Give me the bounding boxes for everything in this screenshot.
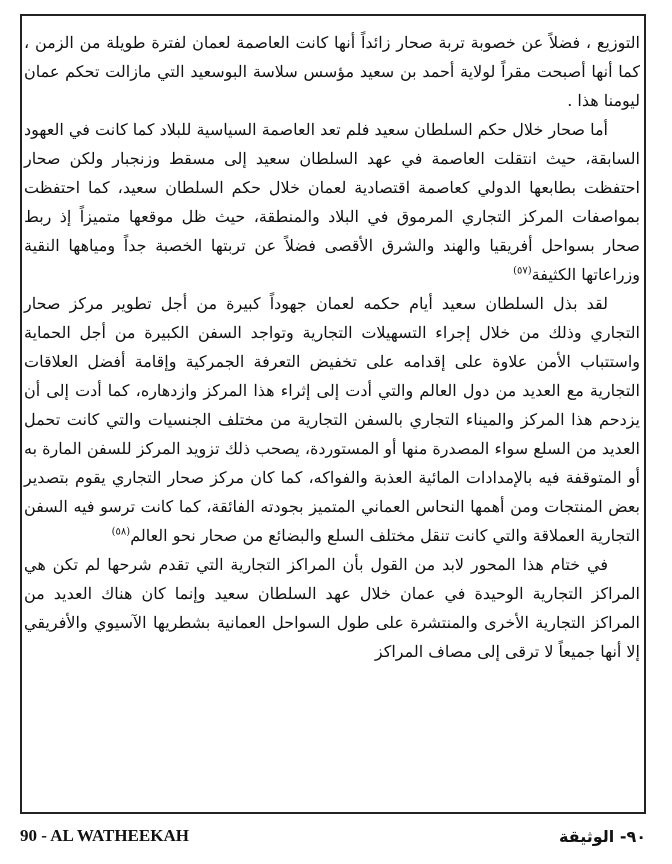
body-text [24,28,640,666]
paragraph-text: التوزيع ، فضلاً عن خصوبة تربة صحار زائداً أنها كانت العاصمة لعمان لفترة طويلة من الزمن ، كما أنها أصبحت مقراً لولاية أحمد بن سعيد مؤسس سلاسة البوسعيد التي مازالت تحكم عمان ليومنا هذا . [24,33,640,110]
footer-page-number-arabic: ٩٠- الوثيقة [558,826,646,846]
paragraph [24,550,640,666]
page-footer [20,822,646,850]
paragraph-text: أما صحار خلال حكم السلطان سعيد فلم تعد العاصمة السياسية للبلاد كما كانت في العهود السابقة، حيث انتقلت العاصمة في عهد السلطان سعيد إلى مسقط وزنجبار ولكن صحار احتفظت بطابعها الدولي كعاصمة اقتصادية لعمان خلال حكم السلطان سعيد، كما احتفظت بمواصفات المركز التجاري المرموق في البلاد والمنطقة، حيث ظل موقعها متميزاً إذ ربط صحار بسواحل أفريقيا والهند والشرق الأقصى فضلاً عن تربتها الخصبة جداً ومياهها النقية وزراعاتها الكثيفة [24,120,640,284]
footnote-ref: (٥٧) [513,265,532,277]
paragraph [24,28,640,115]
paragraph [24,289,640,550]
paragraph-text: لقد بذل السلطان سعيد أيام حكمه لعمان جهوداً كبيرة من أجل تطوير مركز صحار التجاري وذلك من خلال إجراء التسهيلات التجارية وتواجد السفن الكبيرة من أجل الحماية واستتباب الأمن علاوة على إقدامه على تخفيض التعرفة الجمركية وإقامة أفضل العلاقات التجارية مع العديد من دول العالم والتي أدت إلى إثراء هذا المركز وازدهاره، كما أدت إلى أن يزدحم هذا المركز والميناء التجاري بالسفن التجارية من مختلف الجنسيات والتي كانت تحمل العديد من السلع سواء المصدرة منها أو المستوردة، يصحب ذلك تزويد المركز للسفن المارة به أو المتوقفة فيه بالإمدادات المائية العذبة والفواكه، كما كان مركز صحار التجاري يقوم بتصدير بعض المنتجات ومن أهمها النحاس العماني المتميز بجودته الفائقة، كما كانت ترسو فيه السفن التجارية العملاقة والتي كانت تنقل مختلف السلع والبضائع من صحار نحو العالم [24,294,641,545]
paragraph [24,115,640,289]
footnote-ref: (٥٨) [111,526,131,538]
footer-page-number-english: 90 - AL WATHEEKAH [20,826,189,845]
paragraph-text: في ختام هذا المحور لابد من القول بأن المراكز التجارية التي تقدم شرحها لم تكن هي المراكز التجارية الوحيدة في عمان خلال عهد السلطان سعيد وإنما كان هناك العديد من المراكز التجارية الأخرى والمنتشرة على طول السواحل العمانية بشطريها الآسيوي والأفريقي إلا أنها جميعاً لا ترقى إلى مصاف المراكز [24,555,640,661]
